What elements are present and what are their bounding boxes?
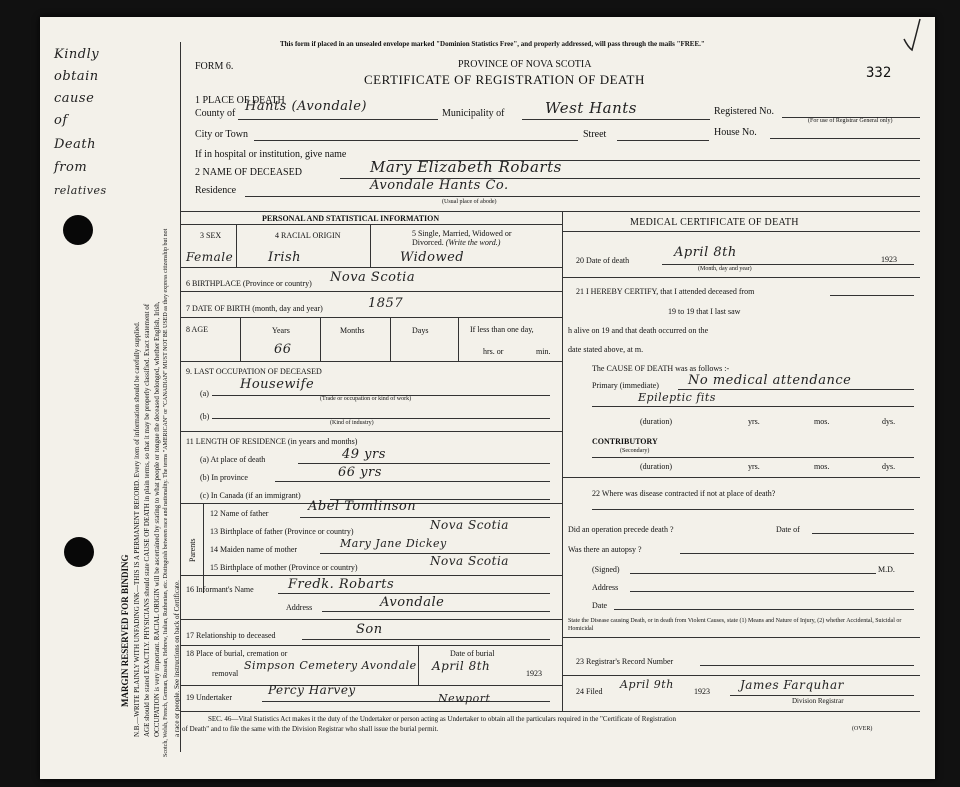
certify-period-line: 19 to 19 that I last saw (668, 307, 741, 316)
mail-notice: This form if placed in an unsealed envelope marked "Dominion Statistics Free", and properly addressed, will pass through the mails "FREE." (280, 40, 705, 48)
months-label: Months (340, 326, 365, 335)
relationship-label: 17 Relationship to deceased (186, 631, 276, 640)
dob-note: (month, day and year) (252, 304, 323, 313)
undertaker-label: 19 Undertaker (186, 693, 232, 702)
father-birthplace-question: 13 Birthplace of father (210, 527, 283, 536)
residence-note: (Usual place of abode) (442, 199, 497, 205)
grid-line (562, 637, 920, 638)
violent-causes-note: State the Disease causing Death, or in death from Violent Causes, state (1) Means and Nature of Injury, (2) whether Accidental, Suicidal or Homicidal (568, 618, 902, 632)
length-residence-note: (in years and months) (287, 437, 358, 446)
municipality-label: Municipality of (442, 108, 505, 119)
relationship-value: Son (356, 622, 383, 637)
county-value: Hants (Avondale) (245, 99, 367, 114)
secondary-note: (Secondary) (620, 448, 650, 454)
birthplace-value: Nova Scotia (330, 270, 416, 285)
margin-note-line: Death (54, 137, 96, 152)
physician-address-label: Address (592, 583, 619, 592)
informant-address-line (322, 611, 550, 612)
grid-line (180, 361, 562, 362)
primary-label: Primary (immediate) (592, 381, 659, 390)
length-residence-label (186, 437, 357, 446)
hospital-label: If in hospital or institution, give name (195, 149, 347, 160)
marital-note: (Write the word.) (445, 238, 501, 247)
registrar-signature: James Farquhar (740, 678, 844, 692)
signed-line (630, 573, 876, 574)
md-label: M.D. (878, 565, 895, 574)
city-line (254, 140, 578, 141)
binding-hole (63, 215, 93, 245)
contributory-dys-label: dys. (882, 462, 896, 471)
physician-date-line (614, 609, 914, 610)
residence-value: Avondale Hants Co. (370, 178, 509, 193)
division-registrar-label: Division Registrar (792, 697, 844, 705)
q22-line (592, 509, 914, 510)
cause-of-death-label: The CAUSE OF DEATH was as follows :- (592, 364, 730, 373)
at-place-line (298, 463, 550, 464)
grid-line (203, 503, 204, 593)
grid-line (180, 619, 562, 620)
street-line (617, 140, 709, 141)
undertaker-line (262, 701, 550, 702)
sex-label: 3 SEX (200, 231, 222, 240)
instructions-line: Scotch, Welsh, French, German, Russian, Hebrew, Italian, Ruthenian, etc. Distinguish between race and nationality. The terms "AMERICAN" or "CANADIAN" MUST NOT BE USED as they express citizenship but not (163, 228, 169, 757)
in-province-value: 66 yrs (338, 465, 382, 480)
occupation-a-value: Housewife (240, 377, 315, 392)
certify-alive-line: h alive on 19 and that death occurred on the (568, 326, 709, 335)
burial-place-value: Simpson Cemetery Avondale (244, 659, 417, 672)
place-of-death-label: 1 PLACE OF DEATH (195, 95, 285, 106)
at-place-value: 49 yrs (342, 447, 386, 462)
grid-line (562, 277, 920, 278)
years-label: Years (272, 326, 290, 335)
grid-line (418, 645, 419, 685)
grid-line (180, 645, 562, 646)
residence-line (245, 196, 920, 197)
contributory-yrs-label: yrs. (748, 462, 760, 471)
birthplace-question: 6 BIRTHPLACE (186, 279, 241, 288)
in-province-line (275, 481, 550, 482)
house-no-label: House No. (714, 127, 757, 138)
birthplace-note: (Province or country) (242, 279, 312, 288)
date-of-death-year: 1923 (881, 255, 897, 264)
county-label: County of (195, 108, 236, 119)
autopsy-line (680, 553, 914, 554)
father-birthplace-label (210, 527, 354, 536)
days-label: Days (412, 326, 429, 335)
contributory-mos-label: mos. (814, 462, 830, 471)
municipality-value: West Hants (545, 99, 637, 117)
mother-birthplace-note: (Province or country) (288, 563, 358, 572)
dob-value: 1857 (368, 296, 404, 311)
registrar-signature-line (730, 695, 914, 696)
in-canada-label: (c) In Canada (if an immigrant) (200, 491, 301, 500)
personal-header-line (180, 224, 562, 225)
margin-note-line: cause (54, 91, 95, 106)
form-number: FORM 6. (195, 61, 234, 72)
grid-line (236, 224, 237, 268)
contributory-duration-label: (duration) (640, 462, 672, 471)
occupation-b-line (212, 418, 550, 419)
sex-value: Female (186, 250, 234, 264)
operation-date-line (812, 533, 914, 534)
certificate-title: CERTIFICATE OF REGISTRATION OF DEATH (364, 72, 645, 87)
occupation-b-note: (Kind of industry) (330, 420, 374, 426)
informant-label: 16 Informant's Name (186, 585, 254, 594)
certify-stated-line: date stated above, at m. (568, 345, 644, 354)
over-label: (OVER) (852, 726, 873, 732)
burial-date-value: April 8th (432, 659, 491, 673)
contributory-label: CONTRIBUTORY (592, 437, 658, 446)
in-province-label: (b) In province (200, 473, 248, 482)
grid-line (180, 431, 562, 432)
operation-date-label: Date of (776, 525, 800, 534)
less-than-day-label: If less than one day, (470, 325, 534, 334)
date-of-death-line (662, 264, 914, 265)
column-divider (562, 211, 563, 711)
grid-line (180, 685, 562, 686)
registrar-record-line (700, 665, 914, 666)
instructions-line: OCCUPATION is very important. RACIAL ORIGIN will be ascertained by stating to what people or tongue the deceased belonged, whether English, Irish, (153, 301, 161, 737)
grid-line (390, 317, 391, 361)
filed-label: 24 Filed (576, 687, 603, 696)
racial-origin-value: Irish (268, 250, 302, 265)
filed-year: 1923 (694, 687, 710, 696)
date-of-death-note: (Month, day and year) (698, 266, 752, 272)
relationship-line (302, 639, 550, 640)
binding-hole (64, 537, 94, 567)
primary-value-2: Epileptic fits (638, 391, 716, 404)
mother-birthplace-question: 15 Birthplace of mother (210, 563, 287, 572)
mother-birthplace-label (210, 563, 358, 572)
registrar-note: (For use of Registrar General only) (808, 118, 893, 124)
certify-text: 21 I HEREBY CERTIFY, that I attended deceased from (576, 287, 755, 296)
primary-duration-label: (duration) (640, 417, 672, 426)
check-mark-icon (902, 17, 922, 53)
occupation-a-label: (a) (200, 389, 209, 398)
operation-label: Did an operation precede death ? (568, 525, 674, 534)
instructions-line: N.B.—WRITE PLAINLY WITH UNFADING INK—THIS IS A PERMANENT RECORD. Every item of information should be carefully supplied. (133, 321, 141, 737)
autopsy-label: Was there an autopsy ? (568, 545, 642, 554)
birthplace-label (186, 279, 312, 288)
county-line (238, 119, 438, 120)
margin-note-line: obtain (54, 69, 99, 84)
sec46-text: SEC. 46—Vital Statistics Act makes it the duty of the Undertaker or person acting as Undertaker to obtain all the particulars required in the "Certificate of Registration (208, 715, 677, 723)
date-of-death-value: April 8th (674, 245, 737, 260)
grid-line (180, 575, 562, 576)
grid-line (562, 477, 920, 478)
marital-question: 5 Single, Married, Widowed or Divorced. (412, 229, 512, 247)
informant-address-value: Avondale (380, 595, 445, 610)
father-birthplace-value: Nova Scotia (430, 518, 509, 532)
primary-yrs-label: yrs. (748, 417, 760, 426)
grid-line (562, 675, 920, 676)
filed-value: April 9th (620, 678, 674, 691)
certify-line (830, 295, 914, 296)
date-of-death-label: 20 Date of death (576, 256, 630, 265)
marital-label (412, 229, 537, 247)
father-name-label: 12 Name of father (210, 509, 269, 518)
father-name-value: Abel Tomlinson (308, 499, 417, 514)
marital-value: Widowed (400, 250, 465, 265)
q22-label: 22 Where was disease contracted if not at place of death? (592, 489, 776, 498)
undertaker-value: Percy Harvey (268, 683, 356, 697)
physician-address-line (630, 591, 914, 592)
primary-line (678, 389, 914, 390)
burial-date-label: Date of burial (450, 649, 495, 658)
occupation-b-label: (b) (200, 412, 210, 421)
min-label: min. (536, 347, 551, 356)
registered-no-label: Registered No. (714, 106, 774, 117)
primary-line-2 (592, 406, 914, 407)
occupation-a-note: (Trade or occupation or kind of work) (320, 396, 412, 402)
margin-note-line: from (54, 160, 88, 175)
at-place-label: (a) At place of death (200, 455, 266, 464)
margin-note-line: relatives (54, 184, 107, 197)
footer-divider (180, 711, 920, 712)
margin-reserved-label: MARGIN RESERVED FOR BINDING (120, 554, 130, 707)
burial-year: 1923 (526, 669, 542, 678)
undertaker-place: Newport (438, 692, 491, 705)
informant-address-label: Address (286, 603, 313, 612)
instructions-line: a race or people. See instructions on back of Certificate. (173, 580, 181, 737)
instructions-line: AGE should be stated EXACTLY. PHYSICIANS should state CAUSE OF DEATH in plain terms, so that it may be properly classified. Exact statement of (143, 303, 151, 737)
registrar-record-label: 23 Registrar's Record Number (576, 657, 674, 666)
grid-line (180, 267, 562, 268)
grid-line (458, 317, 459, 361)
occupation-label: 9. LAST OCCUPATION OF DECEASED (186, 367, 322, 376)
street-label: Street (583, 129, 607, 140)
house-no-line (770, 138, 920, 139)
primary-value: No medical attendance (688, 373, 852, 388)
racial-origin-label: 4 RACIAL ORIGIN (275, 231, 341, 240)
deceased-name-label: 2 NAME OF DECEASED (195, 167, 302, 178)
hrs-label: hrs. or (483, 347, 504, 356)
length-residence-question: 11 LENGTH OF RESIDENCE (186, 437, 286, 446)
mother-name-value: Mary Jane Dickey (340, 537, 447, 550)
residence-label: Residence (195, 185, 237, 196)
burial-place-label: 18 Place of burial, cremation or (186, 649, 288, 658)
province-heading: PROVINCE OF NOVA SCOTIA (458, 59, 592, 70)
physician-date-label: Date (592, 601, 608, 610)
grid-line (180, 291, 562, 292)
primary-mos-label: mos. (814, 417, 830, 426)
grid-line (180, 317, 562, 318)
certificate-paper (40, 17, 935, 779)
grid-line (320, 317, 321, 361)
signed-label: (Signed) (592, 565, 620, 574)
informant-value: Fredk. Robarts (288, 577, 395, 592)
medical-header-line (562, 231, 920, 232)
contributory-line (592, 457, 914, 458)
section-divider (180, 211, 920, 212)
mother-birthplace-value: Nova Scotia (430, 554, 509, 568)
mother-name-label: 14 Maiden name of mother (210, 545, 298, 554)
grid-line (240, 317, 241, 361)
personal-header: PERSONAL AND STATISTICAL INFORMATION (262, 214, 440, 223)
city-label: City or Town (195, 129, 249, 140)
deceased-name-value: Mary Elizabeth Robarts (370, 158, 562, 176)
medical-header: MEDICAL CERTIFICATE OF DEATH (630, 217, 799, 228)
informant-line (278, 593, 550, 594)
margin-note-line: of (54, 113, 68, 128)
sec46-text-continued: of Death" and to file the same with the Division Registrar who shall issue the burial permit. (182, 725, 439, 733)
removal-label: removal (212, 669, 239, 678)
age-years-value: 66 (274, 342, 292, 357)
certificate-number: 332 (866, 65, 892, 81)
father-name-line (300, 517, 550, 518)
parents-label: Parents (188, 538, 197, 562)
age-label: 8 AGE (186, 325, 208, 334)
municipality-line (522, 119, 710, 120)
margin-note-line: Kindly (54, 47, 100, 62)
grid-line (370, 224, 371, 268)
dob-label (186, 304, 323, 313)
primary-dys-label: dys. (882, 417, 896, 426)
dob-question: 7 DATE OF BIRTH (186, 304, 251, 313)
father-birthplace-note: (Province or country) (284, 527, 354, 536)
